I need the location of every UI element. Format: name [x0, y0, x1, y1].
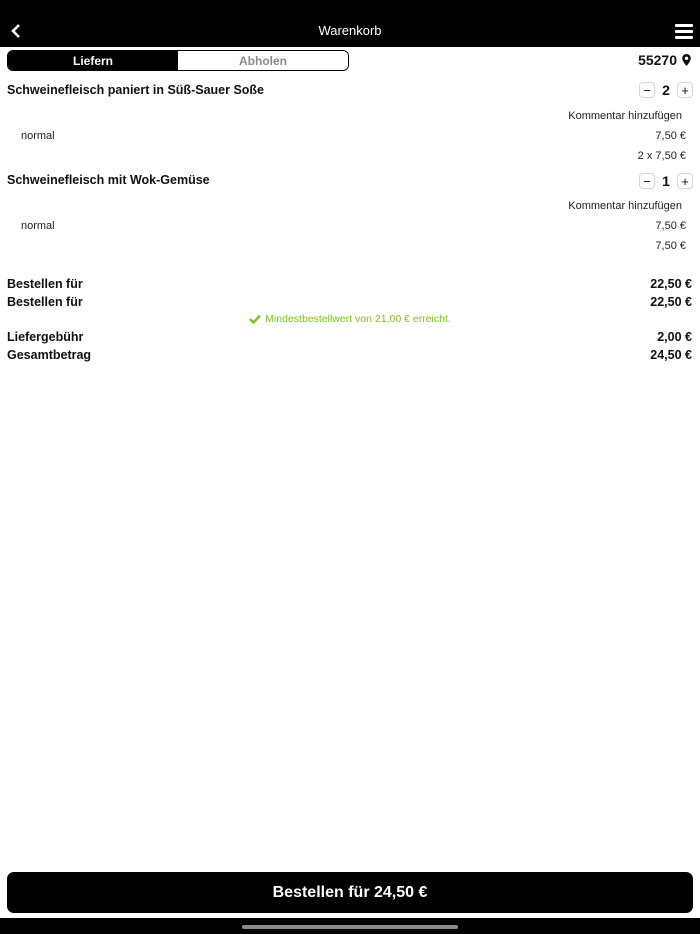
subtotal-row-2 [7, 295, 692, 309]
min-order-text: Mindestbestellwert von 21,00 € erreicht. [265, 313, 451, 325]
postcode-selector[interactable] [638, 52, 691, 68]
subtotal-label-2: Bestellen für [7, 295, 83, 309]
decrease-quantity-button[interactable] [639, 173, 655, 189]
quantity-value: 2 [662, 82, 670, 98]
cart-item-name: Schweinefleisch mit Wok-Gemüse [7, 173, 210, 187]
minus-icon: − [643, 173, 651, 189]
total-label: Gesamtbetrag [7, 348, 92, 362]
place-order-button[interactable]: Bestellen für 24,50 € [7, 872, 693, 913]
delivery-fee-label: Liefergebühr [7, 330, 84, 344]
total-value: 24,50 € [650, 348, 692, 362]
menu-button[interactable] [673, 21, 695, 41]
total-row [7, 348, 692, 362]
cart-item-name: Schweinefleisch paniert in Süß-Sauer Soße [7, 83, 265, 97]
add-comment-link[interactable]: Kommentar hinzufügen [568, 110, 682, 122]
add-comment-link[interactable]: Kommentar hinzufügen [568, 200, 682, 212]
hamburger-menu-icon [675, 24, 693, 27]
increase-quantity-button[interactable] [677, 82, 693, 98]
delivery-fee-value: 2,00 € [657, 330, 692, 344]
item-line-total: 2 x 7,50 € [637, 150, 686, 162]
home-indicator[interactable] [242, 925, 458, 929]
delivery-mode-toggle [7, 50, 349, 71]
subtotal-value: 22,50 € [650, 277, 692, 291]
minus-icon: − [643, 82, 651, 98]
subtotal-value-2: 22,50 € [650, 295, 692, 309]
tab-abholen[interactable]: Abholen [178, 51, 348, 70]
delivery-fee-row [7, 330, 692, 344]
min-order-note [0, 313, 700, 325]
decrease-quantity-button[interactable] [639, 82, 655, 98]
item-variant: normal [21, 220, 55, 232]
increase-quantity-button[interactable] [677, 173, 693, 189]
location-pin-icon [682, 54, 691, 66]
subtotal-row [7, 277, 692, 291]
postcode-value: 55270 [638, 52, 677, 68]
quantity-stepper [639, 82, 693, 98]
item-variant: normal [21, 130, 55, 142]
plus-icon: + [681, 173, 689, 189]
item-unit-price: 7,50 € [655, 130, 686, 142]
item-unit-price: 7,50 € [655, 220, 686, 232]
plus-icon: + [681, 82, 689, 98]
subtotal-label: Bestellen für [7, 277, 83, 291]
quantity-stepper [639, 173, 693, 189]
checkmark-icon [249, 314, 261, 324]
page-title: Warenkorb [318, 23, 382, 38]
tab-liefern[interactable]: Liefern [8, 51, 178, 70]
top-nav-bar [0, 0, 700, 47]
item-line-total: 7,50 € [655, 240, 686, 252]
quantity-value: 1 [662, 173, 670, 189]
